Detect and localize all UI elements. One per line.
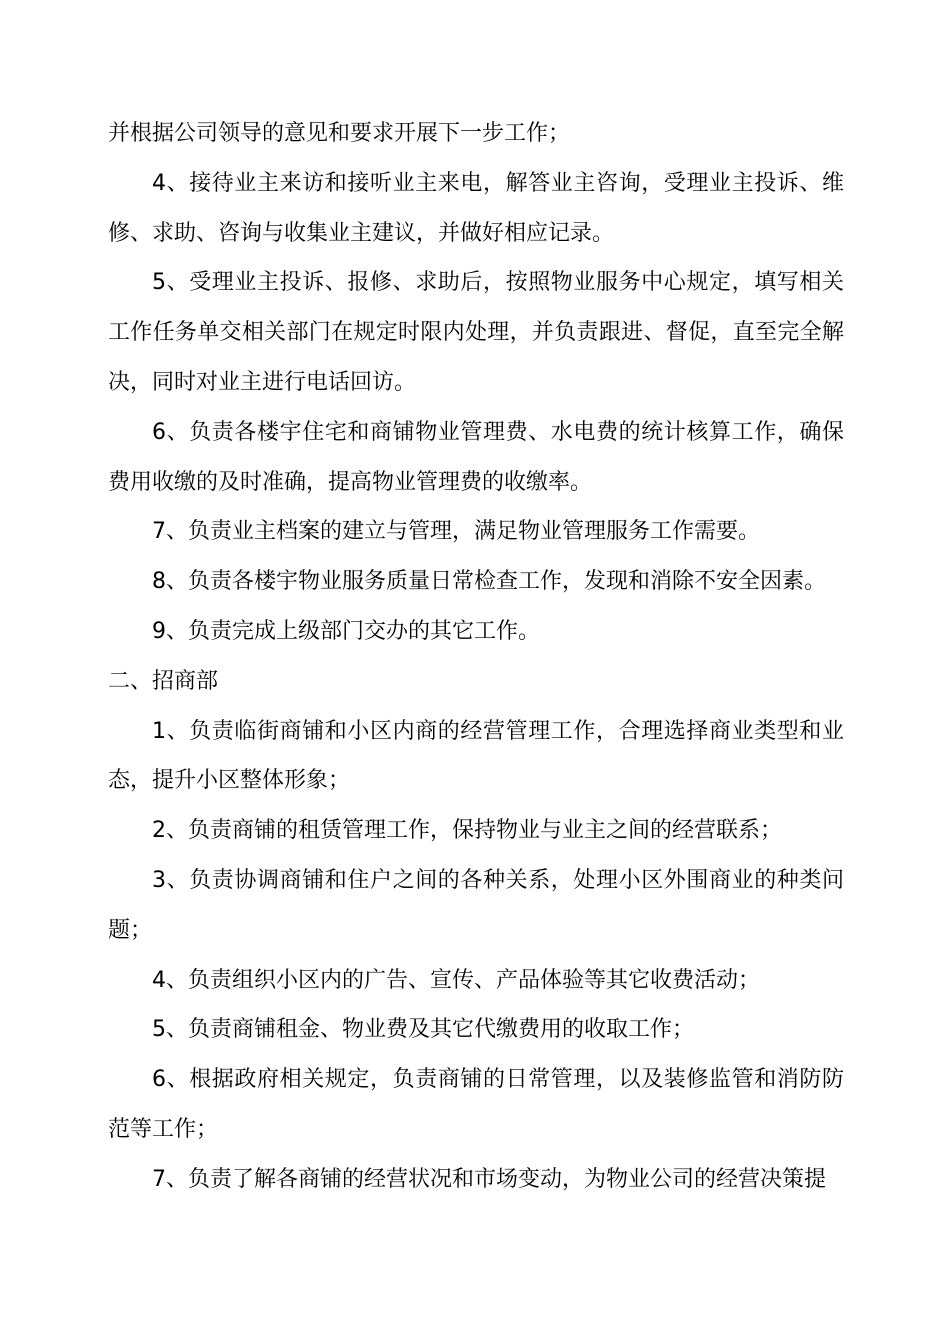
merchant-item-6: 6、根据政府相关规定，负责商铺的日常管理，以及装修监管和消防防范等工作； [108,1067,844,1142]
document-body [108,109,844,1205]
merchant-item-2: 2、负责商铺的租赁管理工作，保持物业与业主之间的经营联系； [152,818,782,844]
merchant-item-4: 4、负责组织小区内的广告、宣传、产品体验等其它收费活动； [152,967,760,993]
paragraph-item-9: 9、负责完成上级部门交办的其它工作。 [152,618,540,644]
paragraph-item-7: 7、负责业主档案的建立与管理，满足物业管理服务工作需要。 [152,519,760,545]
paragraph-item-8: 8、负责各楼宇物业服务质量日常检查工作，发现和消除不安全因素。 [152,569,826,595]
merchant-item-5: 5、负责商铺租金、物业费及其它代缴费用的收取工作； [152,1017,694,1043]
merchant-item-1: 1、负责临街商铺和小区内商的经营管理工作，合理选择商业类型和业态，提升小区整体形象； [108,718,844,794]
paragraph-item-6: 6、负责各楼宇住宅和商铺物业管理费、水电费的统计核算工作，确保费用收缴的及时准确，提高物业管理费的收缴率。 [108,419,844,495]
paragraph-item-5: 5、受理业主投诉、报修、求助后，按照物业服务中心规定，填写相关工作任务单交相关部门在规定时限内处理，并负责跟进、督促，直至完全解决，同时对业主进行电话回访。 [108,270,844,395]
merchant-item-7: 7、负责了解各商铺的经营状况和市场变动，为物业公司的经营决策提 [152,1166,826,1192]
section-heading-merchant-dept: 二、招商部 [108,668,219,694]
merchant-item-3: 3、负责协调商铺和住户之间的各种关系，处理小区外围商业的种类问题； [108,867,844,943]
paragraph-continuation: 并根据公司领导的意见和要求开展下一步工作； [108,121,571,146]
paragraph-item-4: 4、接待业主来访和接听业主来电，解答业主咨询，受理业主投诉、维修、求助、咨询与收集业主建议，并做好相应记录。 [108,170,844,246]
